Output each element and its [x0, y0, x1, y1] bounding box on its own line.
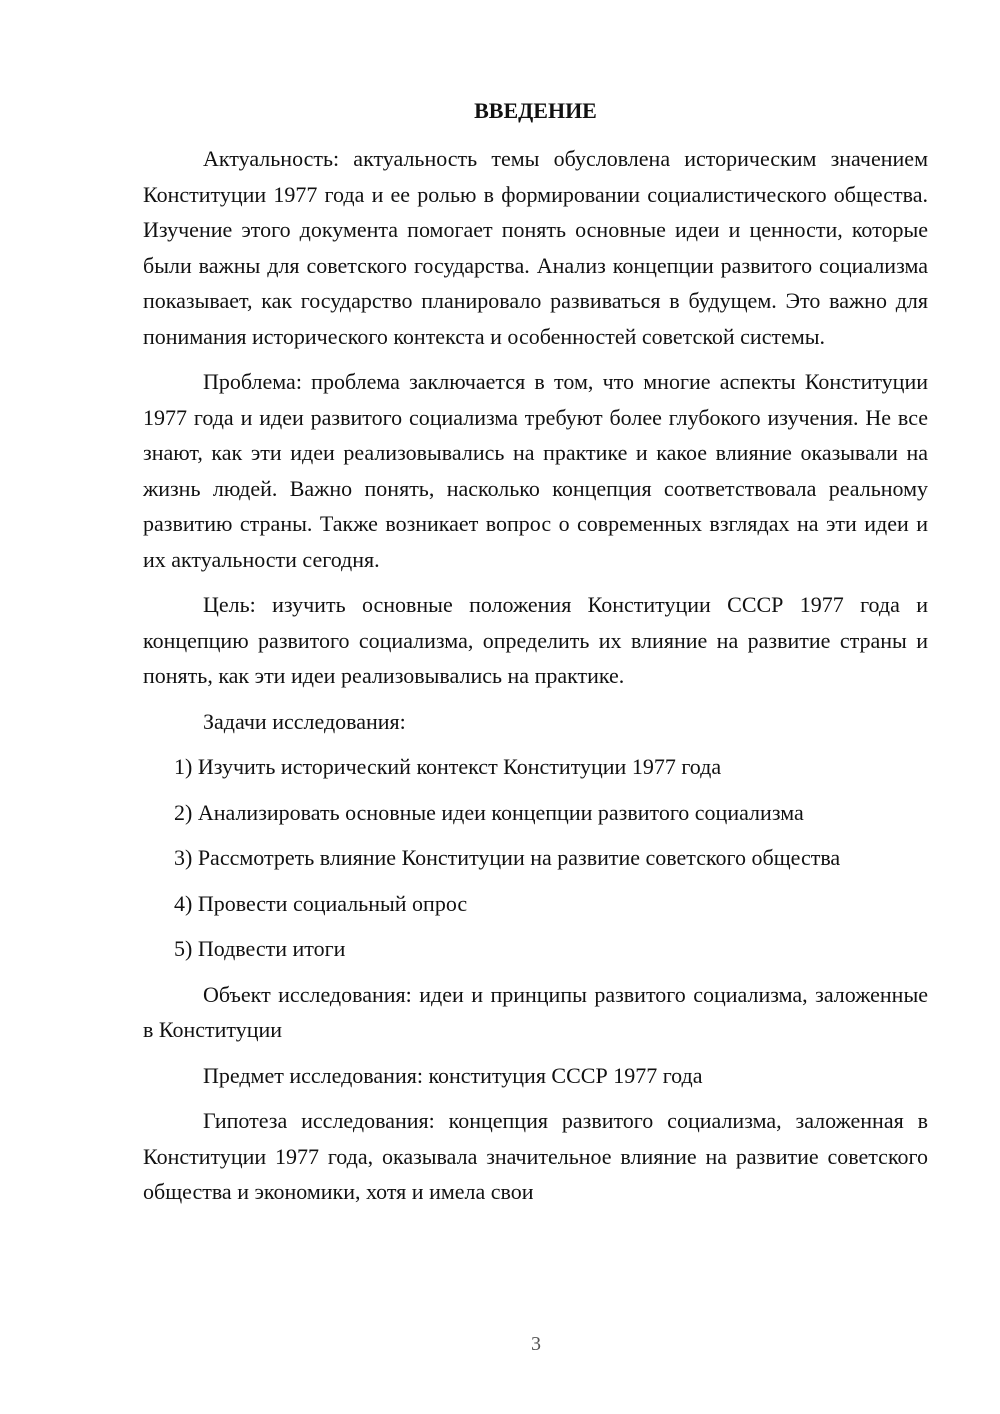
goal-paragraph: Цель: изучить основные положения Конституции СССР 1977 года и концепцию развитого социализма, определить их влияние на развитие страны и понять, как эти идеи реализовывались на практике.: [143, 592, 928, 688]
page-title: ВВЕДЕНИЕ: [474, 98, 597, 123]
subject-paragraph: Предмет исследования: конституция СССР 1977 года: [203, 1062, 703, 1088]
document-body: [143, 141, 928, 1220]
task-item-2: 2) Анализировать основные идеи концепции развитого социализма: [174, 799, 804, 825]
page-number: 3: [531, 1333, 541, 1355]
task-item-3: 3) Рассмотреть влияние Конституции на развитие советского общества: [174, 845, 841, 870]
object-paragraph: Объект исследования: идеи и принципы развитого социализма, заложенные в Конституции: [143, 981, 928, 1042]
hypothesis-paragraph: Гипотеза исследования: концепция развитого социализма, заложенная в Конституции 1977 года, оказывала значительное влияние на развитие советского общества и экономики, хотя и имела свои: [143, 1108, 928, 1204]
tasks-heading: Задачи исследования:: [203, 708, 406, 734]
task-item-4: 4) Провести социальный опрос: [174, 890, 468, 916]
relevance-paragraph: Актуальность: актуальность темы обусловлена историческим значением Конституции 1977 года и ее ролью в формировании социалистического общества. Изучение этого документа помогает понять основные идеи и ценности, которые были важны для советского государства. Анализ концепции развитого социализма показывает, как государство планировало развиваться в будущем. Это важно для понимания исторического контекста и особенностей советской системы.: [143, 146, 928, 349]
task-item-5: 5) Подвести итоги: [174, 936, 346, 961]
problem-paragraph: Проблема: проблема заключается в том, что многие аспекты Конституции 1977 года и идеи развитого социализма требуют более глубокого изучения. Не все знают, как эти идеи реализовывались на практике и какое влияние оказывали на жизнь людей. Важно понять, насколько концепция соответствовала реальному развитию страны. Также возникает вопрос о современных взглядах на эти идеи и их актуальности сегодня.: [143, 369, 928, 572]
task-item-1: 1) Изучить исторический контекст Конституции 1977 года: [174, 754, 722, 779]
tasks-list: [143, 749, 928, 967]
